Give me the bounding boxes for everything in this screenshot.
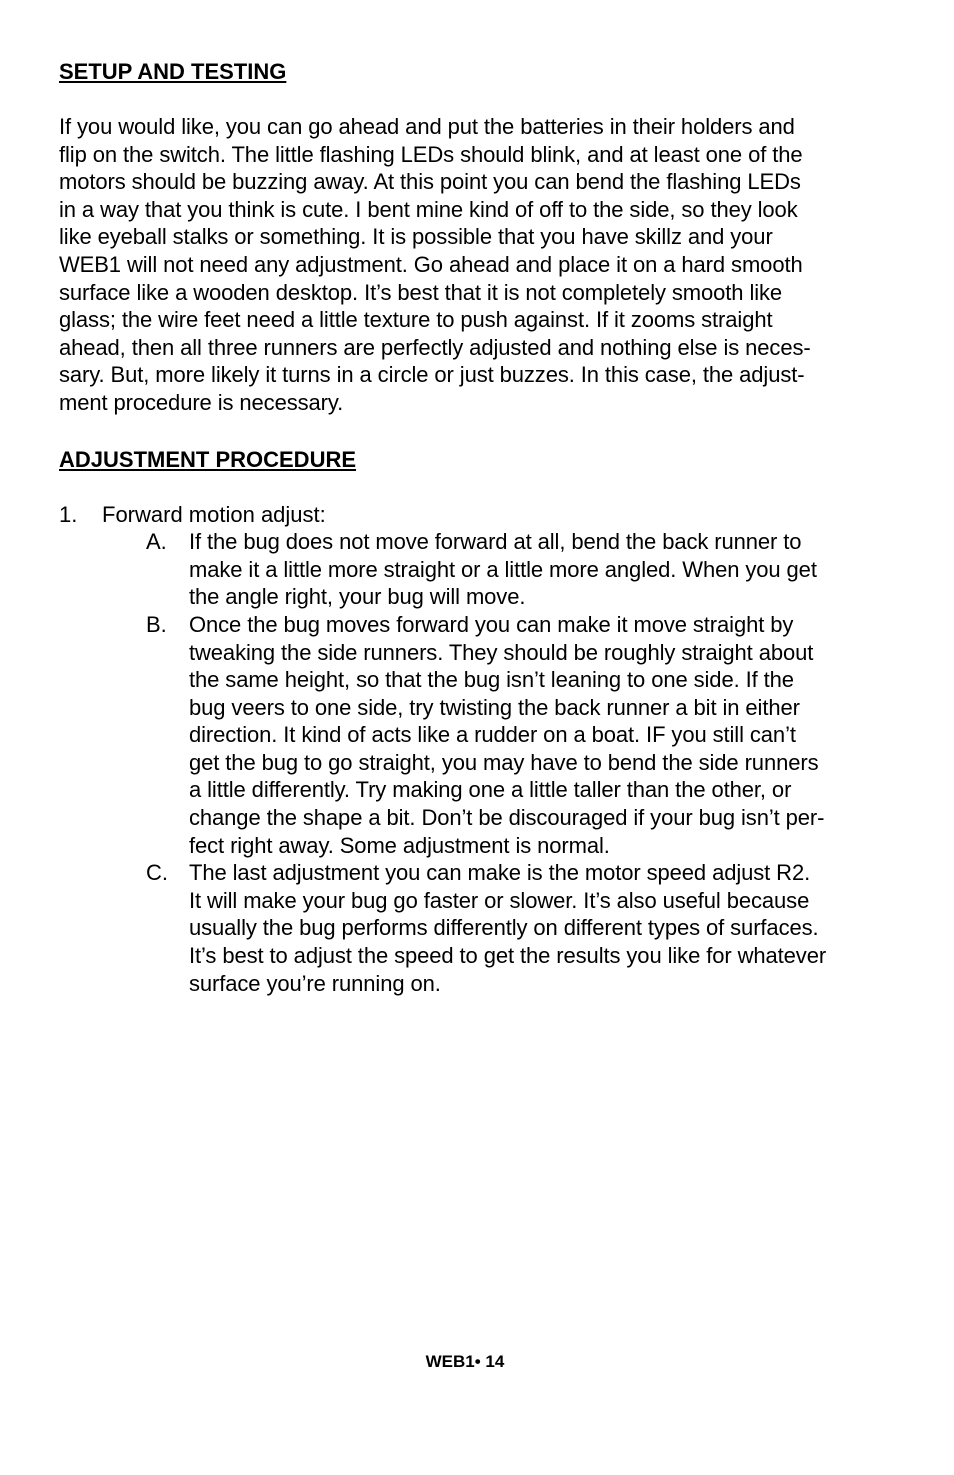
paragraph-line: sary. But, more likely it turns in a circle or just buzzes. In this case, the adjust- bbox=[59, 362, 805, 388]
sub-item-b bbox=[59, 611, 899, 859]
sub-item-line: direction. It kind of acts like a rudder on a boat. IF you still can’t bbox=[189, 722, 796, 748]
paragraph-line: If you would like, you can go ahead and put the batteries in their holders and bbox=[59, 114, 795, 139]
list-item-forward-motion bbox=[59, 501, 899, 529]
sub-item-line: bug veers to one side, try twisting the back runner a bit in either bbox=[189, 694, 800, 720]
sub-item-letter: C. bbox=[146, 860, 168, 886]
sub-item-line: surface you’re running on. bbox=[189, 970, 441, 996]
list-number: 1. bbox=[59, 501, 78, 527]
adjustment-list bbox=[59, 501, 899, 998]
document-page bbox=[59, 58, 899, 997]
sub-item-letter: B. bbox=[146, 611, 167, 637]
paragraph-line: glass; the wire feet need a little texture to push against. If it zooms straight bbox=[59, 307, 773, 333]
sub-item-line: Once the bug moves forward you can make it move straight by bbox=[189, 611, 794, 637]
sub-item-line: The last adjustment you can make is the motor speed adjust R2. bbox=[189, 860, 811, 886]
section-heading-adjustment: ADJUSTMENT PROCEDURE bbox=[59, 446, 357, 472]
sub-item-a bbox=[59, 528, 899, 611]
sub-item-line: usually the bug performs differently on different types of surfaces. bbox=[189, 915, 819, 941]
paragraph-line: ahead, then all three runners are perfectly adjusted and nothing else is neces- bbox=[59, 334, 811, 360]
paragraph-line: surface like a wooden desktop. It’s best that it is not completely smooth like bbox=[59, 279, 783, 305]
sub-item-line: It will make your bug go faster or slower. It’s also useful because bbox=[189, 887, 810, 913]
sub-item-line: the angle right, your bug will move. bbox=[189, 584, 526, 610]
section-heading-setup: SETUP AND TESTING bbox=[59, 59, 287, 84]
list-item-label: Forward motion adjust: bbox=[102, 501, 326, 527]
setup-paragraph bbox=[59, 113, 899, 417]
page-footer: WEB1• 14 bbox=[425, 1352, 505, 1371]
sub-item-line: fect right away. Some adjustment is normal. bbox=[189, 832, 610, 858]
sub-item-line: tweaking the side runners. They should be roughly straight about bbox=[189, 639, 814, 665]
paragraph-line: in a way that you think is cute. I bent mine kind of off to the side, so they look bbox=[59, 196, 798, 222]
paragraph-line: like eyeball stalks or something. It is possible that you have skillz and your bbox=[59, 224, 773, 250]
sub-item-line: get the bug to go straight, you may have to bend the side runners bbox=[189, 749, 819, 775]
sub-item-line: change the shape a bit. Don’t be discouraged if your bug isn’t per- bbox=[189, 805, 825, 831]
sub-item-letter: A. bbox=[146, 529, 167, 555]
sub-item-line: the same height, so that the bug isn’t leaning to one side. If the bbox=[189, 667, 794, 693]
paragraph-line: motors should be buzzing away. At this point you can bend the flashing LEDs bbox=[59, 169, 801, 195]
sub-item-line: If the bug does not move forward at all, bend the back runner to bbox=[189, 529, 802, 555]
sub-item-c bbox=[59, 859, 899, 997]
paragraph-line: WEB1 will not need any adjustment. Go ahead and place it on a hard smooth bbox=[59, 251, 803, 277]
paragraph-line: ment procedure is necessary. bbox=[59, 389, 344, 415]
sub-item-line: a little differently. Try making one a little taller than the other, or bbox=[189, 777, 792, 803]
paragraph-line: flip on the switch. The little flashing LEDs should blink, and at least one of the bbox=[59, 141, 803, 167]
sub-item-line: It’s best to adjust the speed to get the results you like for whatever bbox=[189, 943, 827, 969]
sub-item-line: make it a little more straight or a little more angled. When you get bbox=[189, 556, 817, 582]
